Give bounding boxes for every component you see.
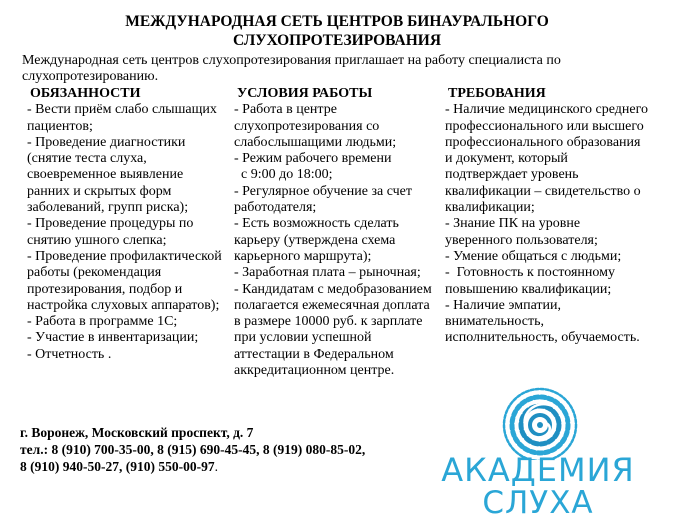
duties-heading: ОБЯЗАННОСТИ xyxy=(30,86,141,101)
intro-text: Международная сеть центров слухопротезирования приглашает на работу специалиста по слухопротезированию. xyxy=(22,53,561,84)
duties-item: - Участие в инвентаризации; xyxy=(27,330,199,346)
contacts-block xyxy=(20,424,440,475)
duties-item: - Проведение процедуры по снятию ушного слепка; xyxy=(27,216,197,248)
duties-item: - Работа в программе 1С; xyxy=(27,314,178,330)
conditions-heading: УСЛОВИЯ РАБОТЫ xyxy=(237,86,373,101)
duties-item: - Проведение профилактической работы (рекомендация протезирования, подбор и настройка слуховых аппаратов); xyxy=(27,248,226,313)
conditions-column xyxy=(234,86,439,379)
conditions-item: - Есть возможность сделать карьеру (утверждена схема карьерного маршрута); xyxy=(234,216,403,264)
conditions-item: - Кандидатам с медобразованием полагается ежемесячная доплата в размере 10000 руб. к зарплате при условии успешной аттестации в Федеральном аккредитационном центре. xyxy=(234,281,436,379)
conditions-item: - Заработная плата – рыночная; xyxy=(234,265,421,281)
logo-line-1: АКАДЕМИЯ xyxy=(441,451,635,489)
duties-column xyxy=(27,86,227,363)
nautilus-shell-icon xyxy=(418,385,658,460)
requirements-item: - Знание ПК на уровне уверенного пользователя; xyxy=(445,216,598,248)
phones-line-2: 8 (910) 940-50-27, (910) 550-00-97 xyxy=(20,459,215,474)
duties-item: - Проведение диагностики (снятие теста слуха, своевременное выявление ранних и скрытых форм заболеваний, групп риска); xyxy=(27,134,189,216)
requirements-item: - Наличие эмпатии, внимательность, исполнительность, обучаемость. xyxy=(445,297,640,346)
requirements-column xyxy=(445,86,650,347)
requirements-heading: ТРЕБОВАНИЯ xyxy=(448,86,546,101)
phones-line-end: . xyxy=(214,459,218,474)
requirements-item: - Готовность к постоянному повышению квалификации; xyxy=(445,265,619,297)
duties-item: - Отчетность . xyxy=(27,346,112,362)
duties-item: - Вести приём слабо слышащих пациентов; xyxy=(27,102,221,134)
conditions-item: - Регулярное обучение за счет работодателя; xyxy=(234,183,416,216)
conditions-item: - Работа в центре слухопротезирования со слабослышащими людьми; xyxy=(234,102,397,150)
requirements-item: - Наличие медицинского среднего профессионального или высшего профессионального образования и документ, который подтверждает уровень квалификации – свидетельство о квалификации; xyxy=(445,102,652,216)
requirements-item: - Умение общаться с людьми; xyxy=(445,248,622,264)
logo-line-2: СЛУХА xyxy=(482,485,594,521)
conditions-item: - Режим рабочего времени с 9:00 до 18:00; xyxy=(234,151,392,183)
phones-line-1: тел.: 8 (910) 700-35-00, 8 (915) 690-45-45, 8 (919) 080-85-02, xyxy=(20,442,366,457)
academy-logo xyxy=(418,385,658,523)
address-text: г. Воронеж, Московский проспект, д. 7 xyxy=(20,425,254,440)
page-title: МЕЖДУНАРОДНАЯ СЕТЬ ЦЕНТРОВ БИНАУРАЛЬНОГО СЛУХОПРОТЕЗИРОВАНИЯ xyxy=(125,13,549,49)
